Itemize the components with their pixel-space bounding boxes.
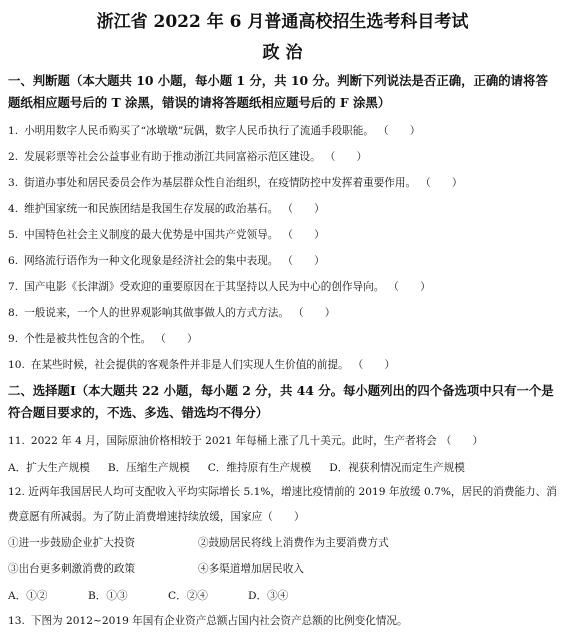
question-10	[8, 352, 557, 378]
option-a: A．扩大生产规模	[8, 461, 90, 474]
question-7	[8, 274, 557, 300]
answer-paren: （ ）	[282, 229, 325, 241]
question-text: 网络流行语作为一种文化现象是经济社会的集中表现。	[24, 255, 279, 267]
question-5	[8, 222, 557, 248]
question-text: 个性是被共性包含的个性。	[24, 333, 152, 345]
section-2-heading: 二、选择题Ⅰ（本大题共 22 小题，每小题 2 分，共 44 分。每小题列出的四个备选项中只有一个是符合题目要求的，不选、多选、错选均不得分）	[8, 383, 554, 420]
exam-title: 浙江省 2022 年 6 月普通高校招生选考科目考试	[96, 12, 469, 32]
question-12-statements	[8, 530, 557, 582]
question-number: 9.	[8, 333, 19, 345]
answer-paren: （ ）	[292, 307, 336, 319]
question-text: 小明用数字人民币购买了“冰墩墩”玩偶，数字人民币执行了流通手段职能。	[24, 125, 374, 137]
question-11-options	[8, 454, 557, 480]
section-1-questions	[8, 118, 557, 378]
question-text: 2022 年 4 月，国际原油价格相较于 2021 年每桶上涨了几十美元。此时，生产者将会	[30, 435, 437, 447]
question-11	[8, 428, 557, 454]
answer-paren: （ ）	[155, 333, 198, 345]
question-number: 2.	[8, 151, 19, 163]
statement-1: ①进一步鼓励企业扩大投资	[8, 537, 136, 549]
question-number: 8.	[8, 307, 19, 319]
question-1	[8, 118, 557, 144]
statement-2: ②鼓励居民将线上消费作为主要消费方式	[198, 537, 389, 549]
question-9	[8, 326, 557, 352]
question-number: 3.	[8, 177, 19, 189]
answer-paren: （ ）	[377, 125, 421, 137]
question-text: 维护国家统一和民族团结是我国生存发展的政治基石。	[24, 203, 279, 215]
answer-paren: （ ）	[282, 203, 325, 215]
statement-4: ④多渠道增加居民收入	[198, 563, 304, 575]
choice-a: A．①②	[8, 589, 48, 602]
answer-paren: （ ）	[324, 151, 368, 163]
question-2	[8, 144, 557, 170]
question-text: 街道办事处和居民委员会作为基层群众性自治组织，在疫情防控中发挥着重要作用。	[24, 177, 417, 189]
answer-paren: （ ）	[388, 281, 431, 293]
question-number: 4.	[8, 203, 19, 215]
answer-paren: （ ）	[282, 255, 325, 267]
question-text: 国产电影《长津湖》受欢迎的重要原因在于其坚持以人民为中心的创作导向。	[24, 281, 385, 293]
option-b: B．压缩生产规模	[107, 461, 190, 474]
choice-b: B．①③	[88, 589, 128, 602]
statement-3: ③出台更多刺激消费的政策	[8, 563, 136, 575]
question-number: 13.	[8, 615, 25, 627]
question-number: 10.	[8, 359, 25, 371]
question-4	[8, 196, 557, 222]
subject-title: 政 治	[262, 43, 303, 63]
choice-d: D．③④	[248, 589, 289, 602]
question-8	[8, 300, 557, 326]
question-text: 中国特色社会主义制度的最大优势是中国共产党领导。	[24, 229, 279, 241]
question-text: 下图为 2012~2019 年国有企业资产总额占国内社会资产总额的比例变化情况。	[30, 615, 408, 627]
question-number: 11.	[8, 435, 25, 447]
question-text: 在某些时候，社会提供的客观条件并非是人们实现人生价值的前提。	[30, 359, 349, 371]
option-c: C．维持原有生产规模	[207, 461, 312, 474]
question-text: 近两年我国居民人均可支配收入平均实际增长 5.1%，增速比疫情前的 2019 年放缓 0.7%，居民的消费能力、消费意愿有所减弱。为了防止消费增速持续放缓，国家应（ ）	[8, 486, 557, 523]
question-number: 5.	[8, 229, 19, 241]
answer-paren: （ ）	[420, 177, 463, 189]
question-text: 发展彩票等社会公益事业有助于推动浙江共同富裕示范区建设。	[24, 151, 321, 163]
question-number: 12.	[8, 486, 25, 498]
question-13	[8, 608, 557, 634]
question-12	[8, 480, 557, 530]
question-3	[8, 170, 557, 196]
question-12-choices	[8, 582, 557, 608]
section-1-heading: 一、判断题（本大题共 10 小题，每小题 1 分，共 10 分。判断下列说法是否正确，正确的请将答题纸相应题号后的 T 涂黑，错误的请将答题纸相应题号后的 F 涂黑）	[8, 73, 548, 110]
question-6	[8, 248, 557, 274]
question-number: 7.	[8, 281, 19, 293]
answer-paren: （ ）	[440, 435, 484, 447]
choice-c: C．②④	[168, 589, 208, 602]
question-number: 1.	[8, 125, 19, 137]
answer-paren: （ ）	[352, 359, 396, 371]
question-text: 一般说来，一个人的世界观影响其做事做人的方式方法。	[24, 307, 289, 319]
option-d: D．视获利情况而定生产规模	[329, 461, 465, 474]
question-number: 6.	[8, 255, 19, 267]
